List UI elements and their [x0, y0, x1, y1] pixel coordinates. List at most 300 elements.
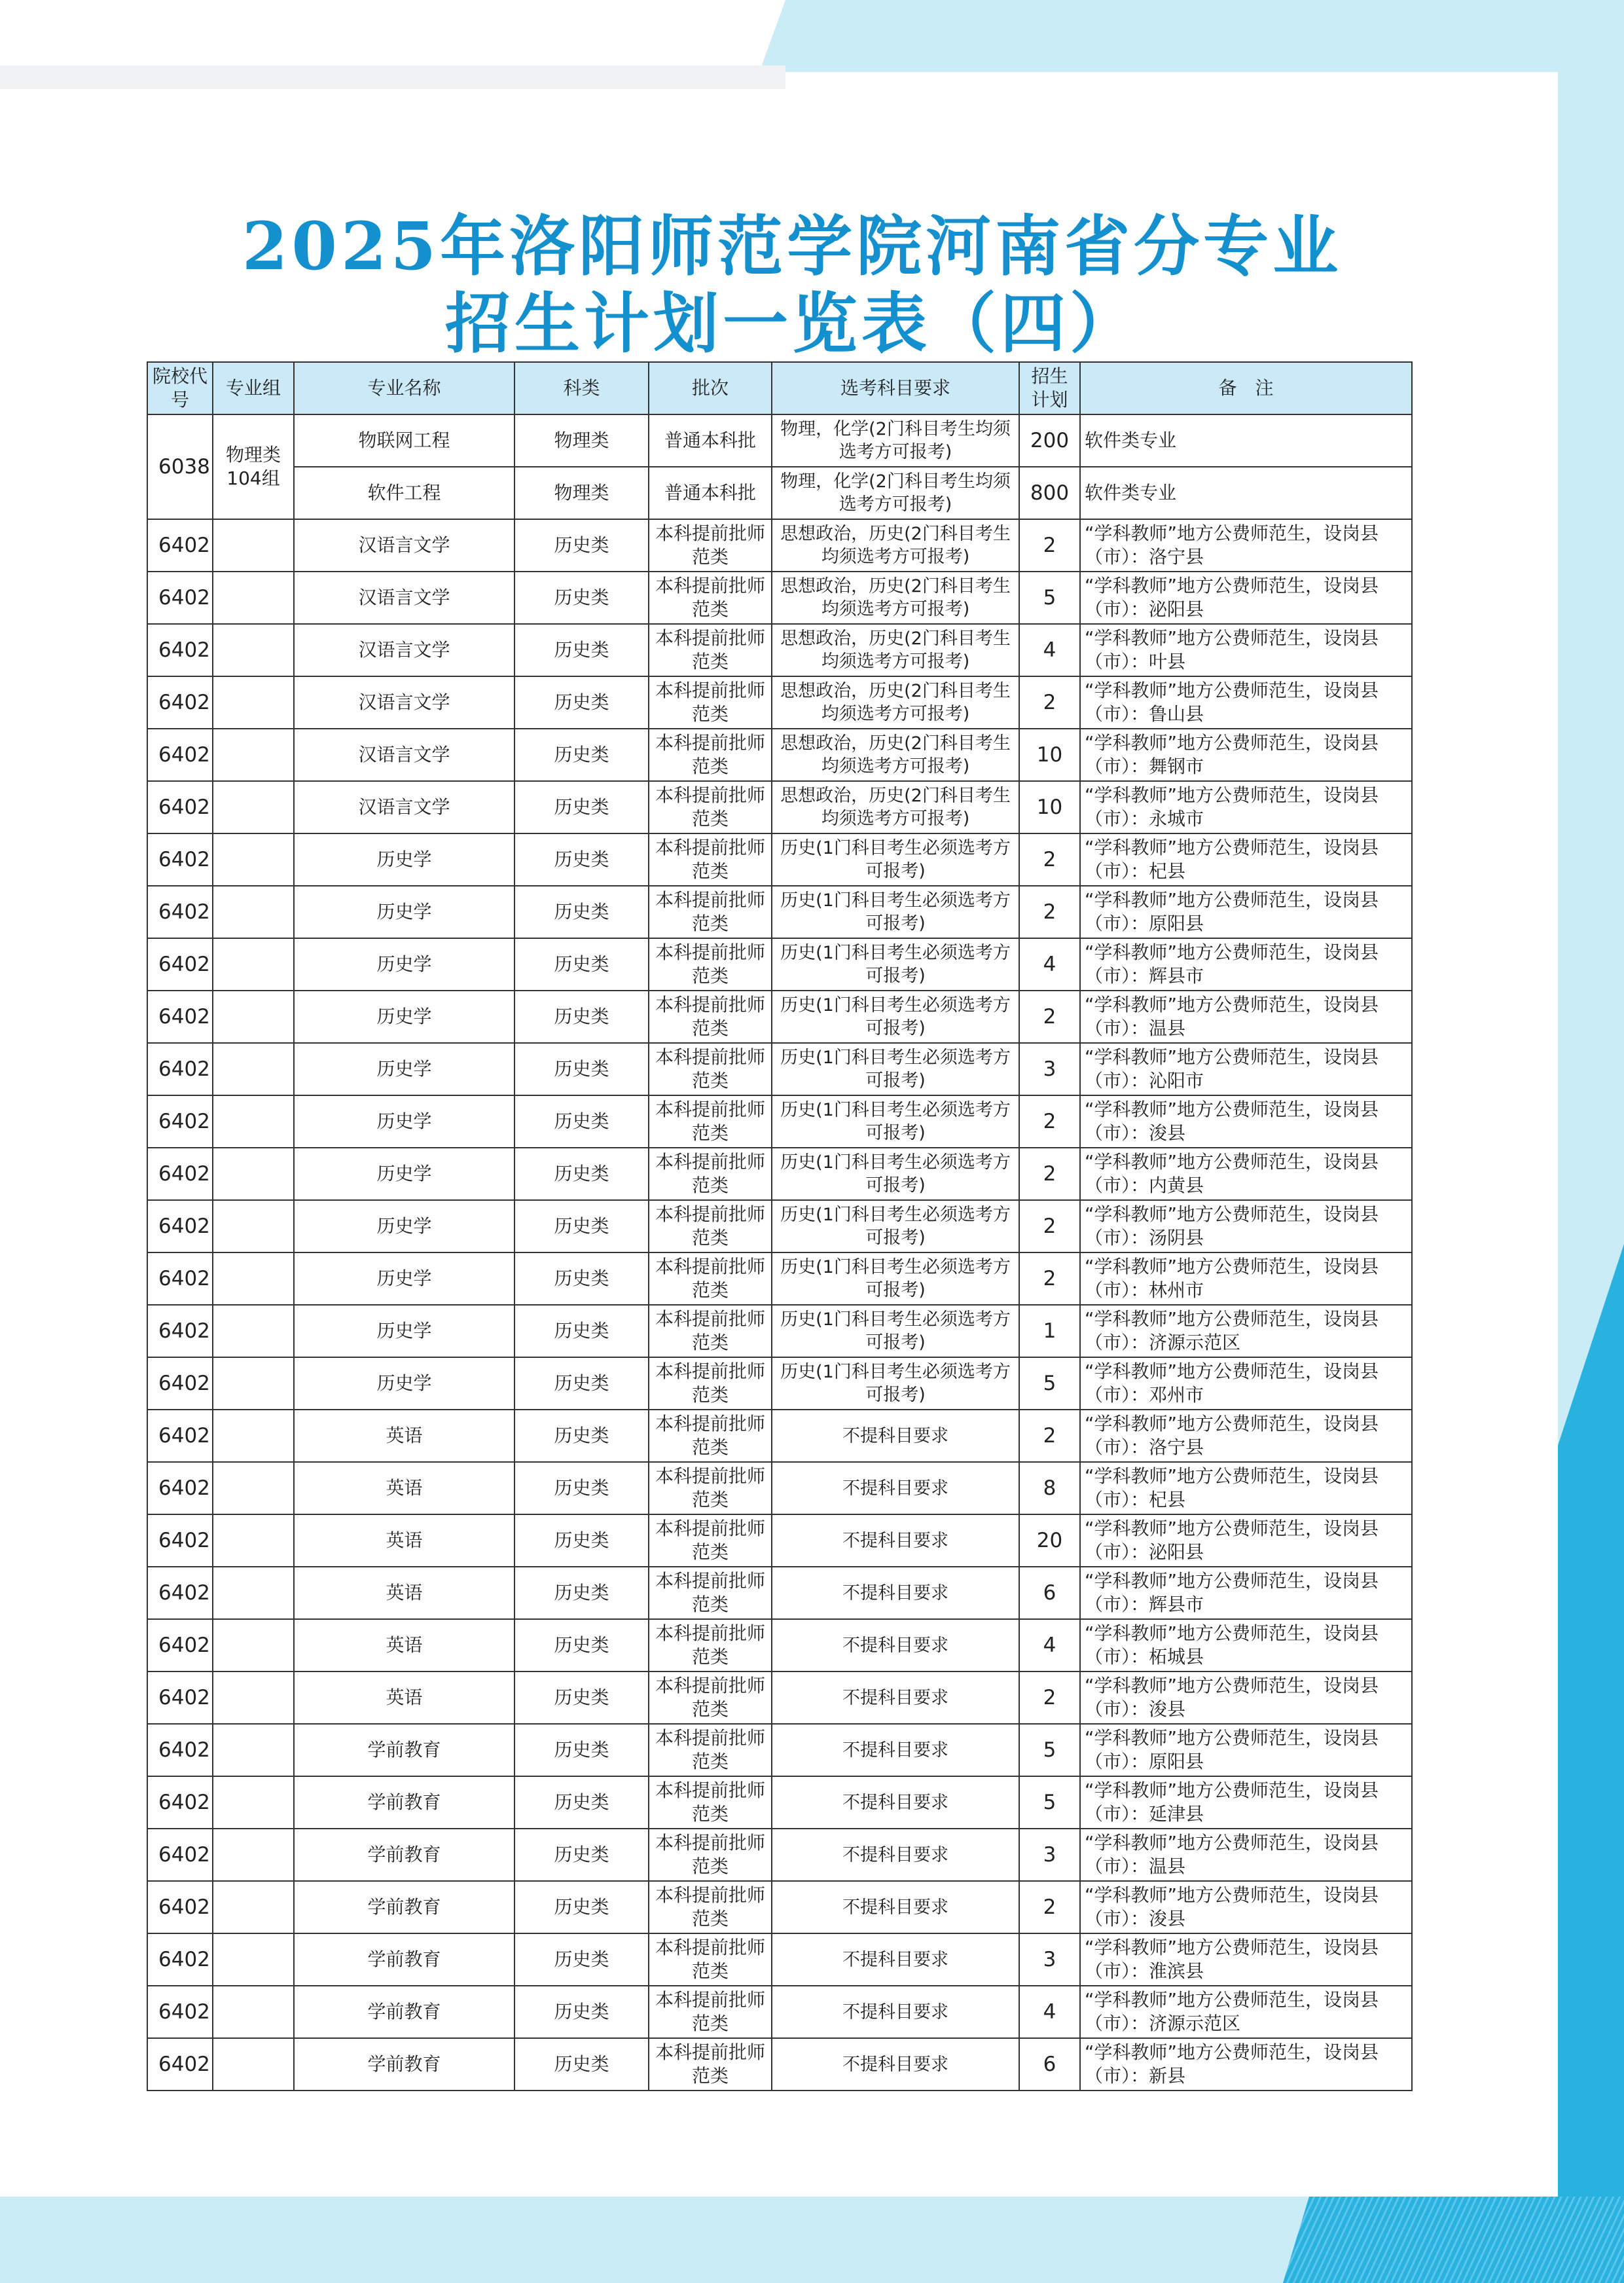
- cell-code: 6402: [147, 1043, 213, 1095]
- cell-note: “学科教师”地方公费师范生，设岗县（市）：泌阳县: [1080, 572, 1412, 624]
- cell-major: 汉语言文学: [294, 519, 514, 572]
- table-row: [147, 1357, 1412, 1410]
- table-row: [147, 519, 1412, 572]
- cell-plan: 5: [1019, 572, 1080, 624]
- cell-plan: 4: [1019, 938, 1080, 991]
- header-group: 专业组: [213, 362, 294, 414]
- table-row: [147, 729, 1412, 781]
- cell-category: 历史类: [514, 938, 649, 991]
- cell-note: “学科教师”地方公费师范生，设岗县（市）：舞钢市: [1080, 729, 1412, 781]
- cell-plan: 4: [1019, 1619, 1080, 1671]
- cell-note: “学科教师”地方公费师范生，设岗县（市）：洛宁县: [1080, 1410, 1412, 1462]
- cell-category: 历史类: [514, 1986, 649, 2038]
- cell-requirement: 不提科目要求: [772, 1986, 1019, 2038]
- cell-plan: 2: [1019, 886, 1080, 938]
- cell-major: 历史学: [294, 938, 514, 991]
- cell-major: 历史学: [294, 1148, 514, 1200]
- cell-plan: 10: [1019, 781, 1080, 833]
- cell-plan: 2: [1019, 1252, 1080, 1305]
- cell-category: 历史类: [514, 833, 649, 886]
- cell-group: [213, 991, 294, 1043]
- table-row: [147, 938, 1412, 991]
- cell-requirement: 思想政治，历史(2门科目考生均须选考方可报考): [772, 781, 1019, 833]
- cell-plan: 10: [1019, 729, 1080, 781]
- cell-note: “学科教师”地方公费师范生，设岗县（市）：泌阳县: [1080, 1514, 1412, 1567]
- cell-category: 物理类: [514, 467, 649, 519]
- cell-batch: 本科提前批师范类: [649, 1200, 772, 1252]
- table-row: [147, 2038, 1412, 2091]
- cell-major: 历史学: [294, 1357, 514, 1410]
- cell-major: 历史学: [294, 1095, 514, 1148]
- cell-major: 汉语言文学: [294, 781, 514, 833]
- cell-major: 汉语言文学: [294, 729, 514, 781]
- cell-batch: 本科提前批师范类: [649, 519, 772, 572]
- table-row: [147, 414, 1412, 467]
- cell-category: 历史类: [514, 1671, 649, 1724]
- cell-requirement: 历史(1门科目考生必须选考方可报考): [772, 938, 1019, 991]
- title-line-1: 2025年洛阳师范学院河南省分专业: [242, 208, 1343, 285]
- cell-note: “学科教师”地方公费师范生，设岗县（市）：汤阴县: [1080, 1200, 1412, 1252]
- cell-note: 软件类专业: [1080, 414, 1412, 467]
- cell-plan: 2: [1019, 1148, 1080, 1200]
- cell-category: 历史类: [514, 1252, 649, 1305]
- cell-category: 历史类: [514, 729, 649, 781]
- table-row: [147, 572, 1412, 624]
- table-row: [147, 1410, 1412, 1462]
- table-row: [147, 1095, 1412, 1148]
- table-row: [147, 1671, 1412, 1724]
- cell-requirement: 历史(1门科目考生必须选考方可报考): [772, 886, 1019, 938]
- cell-code: 6402: [147, 1252, 213, 1305]
- cell-group: [213, 938, 294, 991]
- cell-requirement: 历史(1门科目考生必须选考方可报考): [772, 1305, 1019, 1357]
- cell-group: [213, 1095, 294, 1148]
- cell-note: “学科教师”地方公费师范生，设岗县（市）：沁阳市: [1080, 1043, 1412, 1095]
- table-row: [147, 1043, 1412, 1095]
- header-decoration: [759, 0, 1624, 72]
- cell-batch: 本科提前批师范类: [649, 938, 772, 991]
- cell-batch: 本科提前批师范类: [649, 833, 772, 886]
- cell-group: [213, 1724, 294, 1776]
- cell-major: 英语: [294, 1671, 514, 1724]
- cell-major: 汉语言文学: [294, 572, 514, 624]
- cell-group: [213, 1148, 294, 1200]
- cell-major: 学前教育: [294, 1724, 514, 1776]
- cell-major: 历史学: [294, 1252, 514, 1305]
- cell-category: 历史类: [514, 991, 649, 1043]
- cell-category: 历史类: [514, 1305, 649, 1357]
- cell-code: 6402: [147, 1200, 213, 1252]
- table-row: [147, 1724, 1412, 1776]
- table-row: [147, 1776, 1412, 1829]
- cell-code: 6402: [147, 991, 213, 1043]
- cell-requirement: 不提科目要求: [772, 1619, 1019, 1671]
- cell-batch: 本科提前批师范类: [649, 1462, 772, 1514]
- cell-group: [213, 1567, 294, 1619]
- cell-batch: 本科提前批师范类: [649, 1619, 772, 1671]
- cell-category: 历史类: [514, 1043, 649, 1095]
- cell-code: 6402: [147, 1671, 213, 1724]
- cell-major: 英语: [294, 1619, 514, 1671]
- cell-batch: 本科提前批师范类: [649, 729, 772, 781]
- header-major: 专业名称: [294, 362, 514, 414]
- cell-requirement: 历史(1门科目考生必须选考方可报考): [772, 1357, 1019, 1410]
- cell-category: 历史类: [514, 1357, 649, 1410]
- cell-code: 6402: [147, 1881, 213, 1933]
- cell-group: [213, 1933, 294, 1986]
- cell-group: [213, 1252, 294, 1305]
- cell-requirement: 思想政治，历史(2门科目考生均须选考方可报考): [772, 572, 1019, 624]
- cell-code: 6038: [147, 414, 213, 519]
- cell-category: 物理类: [514, 414, 649, 467]
- cell-batch: 本科提前批师范类: [649, 1671, 772, 1724]
- cell-group: [213, 729, 294, 781]
- cell-batch: 本科提前批师范类: [649, 886, 772, 938]
- table-row: [147, 1148, 1412, 1200]
- cell-code: 6402: [147, 938, 213, 991]
- table-row: [147, 1514, 1412, 1567]
- cell-note: “学科教师”地方公费师范生，设岗县（市）：浚县: [1080, 1881, 1412, 1933]
- cell-code: 6402: [147, 1986, 213, 2038]
- cell-note: “学科教师”地方公费师范生，设岗县（市）：浚县: [1080, 1671, 1412, 1724]
- cell-requirement: 不提科目要求: [772, 1410, 1019, 1462]
- cell-group: [213, 1043, 294, 1095]
- cell-plan: 2: [1019, 991, 1080, 1043]
- cell-major: 历史学: [294, 1043, 514, 1095]
- cell-major: 历史学: [294, 886, 514, 938]
- cell-requirement: 不提科目要求: [772, 1671, 1019, 1724]
- cell-plan: 2: [1019, 1881, 1080, 1933]
- cell-plan: 2: [1019, 676, 1080, 729]
- table-row: [147, 781, 1412, 833]
- cell-code: 6402: [147, 729, 213, 781]
- cell-plan: 2: [1019, 1410, 1080, 1462]
- cell-note: “学科教师”地方公费师范生，设岗县（市）：邓州市: [1080, 1357, 1412, 1410]
- cell-requirement: 不提科目要求: [772, 1514, 1019, 1567]
- cell-code: 6402: [147, 1776, 213, 1829]
- cell-major: 学前教育: [294, 1776, 514, 1829]
- cell-major: 历史学: [294, 833, 514, 886]
- cell-batch: 本科提前批师范类: [649, 1357, 772, 1410]
- header-requirement: 选考科目要求: [772, 362, 1019, 414]
- cell-requirement: 不提科目要求: [772, 1881, 1019, 1933]
- cell-major: 软件工程: [294, 467, 514, 519]
- cell-major: 学前教育: [294, 1829, 514, 1881]
- cell-group: [213, 1829, 294, 1881]
- cell-group: [213, 781, 294, 833]
- table-row: [147, 1986, 1412, 2038]
- cell-code: 6402: [147, 1724, 213, 1776]
- cell-requirement: 不提科目要求: [772, 1724, 1019, 1776]
- cell-batch: 本科提前批师范类: [649, 1305, 772, 1357]
- cell-code: 6402: [147, 1148, 213, 1200]
- cell-plan: 5: [1019, 1357, 1080, 1410]
- cell-note: “学科教师”地方公费师范生，设岗县（市）：辉县市: [1080, 938, 1412, 991]
- table-row: [147, 1881, 1412, 1933]
- footer-accent-decoration: [1283, 2197, 1624, 2283]
- cell-note: “学科教师”地方公费师范生，设岗县（市）：内黄县: [1080, 1148, 1412, 1200]
- cell-note: “学科教师”地方公费师范生，设岗县（市）：永城市: [1080, 781, 1412, 833]
- table-row: [147, 1619, 1412, 1671]
- cell-code: 6402: [147, 1514, 213, 1567]
- cell-category: 历史类: [514, 1829, 649, 1881]
- cell-group: [213, 519, 294, 572]
- table-row: [147, 1200, 1412, 1252]
- cell-batch: 本科提前批师范类: [649, 572, 772, 624]
- cell-plan: 800: [1019, 467, 1080, 519]
- cell-plan: 2: [1019, 1200, 1080, 1252]
- cell-plan: 8: [1019, 1462, 1080, 1514]
- cell-note: “学科教师”地方公费师范生，设岗县（市）：延津县: [1080, 1776, 1412, 1829]
- cell-category: 历史类: [514, 1776, 649, 1829]
- cell-category: 历史类: [514, 1881, 649, 1933]
- cell-group: [213, 676, 294, 729]
- table-row: [147, 1462, 1412, 1514]
- cell-category: 历史类: [514, 1200, 649, 1252]
- cell-requirement: 思想政治，历史(2门科目考生均须选考方可报考): [772, 676, 1019, 729]
- table-row: [147, 676, 1412, 729]
- cell-note: “学科教师”地方公费师范生，设岗县（市）：柘城县: [1080, 1619, 1412, 1671]
- cell-major: 学前教育: [294, 1933, 514, 1986]
- cell-batch: 本科提前批师范类: [649, 1829, 772, 1881]
- cell-code: 6402: [147, 1095, 213, 1148]
- table-row: [147, 886, 1412, 938]
- cell-code: 6402: [147, 1567, 213, 1619]
- cell-group: [213, 1410, 294, 1462]
- cell-category: 历史类: [514, 1410, 649, 1462]
- cell-note: 软件类专业: [1080, 467, 1412, 519]
- cell-plan: 2: [1019, 1095, 1080, 1148]
- cell-note: “学科教师”地方公费师范生，设岗县（市）：叶县: [1080, 624, 1412, 676]
- cell-requirement: 不提科目要求: [772, 1462, 1019, 1514]
- cell-batch: 本科提前批师范类: [649, 1933, 772, 1986]
- cell-batch: 本科提前批师范类: [649, 1567, 772, 1619]
- cell-batch: 本科提前批师范类: [649, 1986, 772, 2038]
- cell-batch: 本科提前批师范类: [649, 1514, 772, 1567]
- cell-category: 历史类: [514, 624, 649, 676]
- cell-major: 学前教育: [294, 1881, 514, 1933]
- cell-group: [213, 886, 294, 938]
- cell-code: 6402: [147, 2038, 213, 2091]
- cell-plan: 2: [1019, 1671, 1080, 1724]
- cell-batch: 本科提前批师范类: [649, 624, 772, 676]
- cell-group: [213, 1776, 294, 1829]
- cell-requirement: 不提科目要求: [772, 1933, 1019, 1986]
- cell-major: 历史学: [294, 991, 514, 1043]
- cell-batch: 本科提前批师范类: [649, 991, 772, 1043]
- cell-major: 英语: [294, 1462, 514, 1514]
- cell-code: 6402: [147, 1462, 213, 1514]
- table-row: [147, 467, 1412, 519]
- cell-plan: 6: [1019, 2038, 1080, 2091]
- cell-major: 历史学: [294, 1305, 514, 1357]
- cell-category: 历史类: [514, 781, 649, 833]
- cell-plan: 200: [1019, 414, 1080, 467]
- cell-group: [213, 572, 294, 624]
- cell-requirement: 历史(1门科目考生必须选考方可报考): [772, 833, 1019, 886]
- cell-batch: 本科提前批师范类: [649, 1881, 772, 1933]
- cell-requirement: 不提科目要求: [772, 1567, 1019, 1619]
- cell-requirement: 思想政治，历史(2门科目考生均须选考方可报考): [772, 519, 1019, 572]
- cell-category: 历史类: [514, 1567, 649, 1619]
- cell-plan: 1: [1019, 1305, 1080, 1357]
- cell-group: [213, 1357, 294, 1410]
- cell-plan: 5: [1019, 1776, 1080, 1829]
- cell-batch: 本科提前批师范类: [649, 781, 772, 833]
- cell-plan: 2: [1019, 519, 1080, 572]
- cell-requirement: 历史(1门科目考生必须选考方可报考): [772, 1043, 1019, 1095]
- table-body: [147, 414, 1412, 2091]
- cell-requirement: 历史(1门科目考生必须选考方可报考): [772, 1252, 1019, 1305]
- cell-note: “学科教师”地方公费师范生，设岗县（市）：济源示范区: [1080, 1305, 1412, 1357]
- cell-note: “学科教师”地方公费师范生，设岗县（市）：原阳县: [1080, 886, 1412, 938]
- table-row: [147, 1567, 1412, 1619]
- cell-code: 6402: [147, 781, 213, 833]
- table-row: [147, 1305, 1412, 1357]
- cell-batch: 本科提前批师范类: [649, 1252, 772, 1305]
- cell-code: 6402: [147, 1305, 213, 1357]
- cell-note: “学科教师”地方公费师范生，设岗县（市）：洛宁县: [1080, 519, 1412, 572]
- cell-note: “学科教师”地方公费师范生，设岗县（市）：鲁山县: [1080, 676, 1412, 729]
- cell-note: “学科教师”地方公费师范生，设岗县（市）：林州市: [1080, 1252, 1412, 1305]
- cell-code: 6402: [147, 1619, 213, 1671]
- cell-group: 物理类104组: [213, 414, 294, 519]
- cell-batch: 本科提前批师范类: [649, 1043, 772, 1095]
- cell-requirement: 物理，化学(2门科目考生均须选考方可报考): [772, 414, 1019, 467]
- cell-batch: 普通本科批: [649, 414, 772, 467]
- table-header-row: [147, 362, 1412, 414]
- cell-code: 6402: [147, 624, 213, 676]
- cell-code: 6402: [147, 886, 213, 938]
- cell-code: 6402: [147, 519, 213, 572]
- cell-group: [213, 833, 294, 886]
- cell-plan: 20: [1019, 1514, 1080, 1567]
- header-batch: 批次: [649, 362, 772, 414]
- cell-major: 学前教育: [294, 1986, 514, 2038]
- cell-code: 6402: [147, 1410, 213, 1462]
- cell-batch: 本科提前批师范类: [649, 1410, 772, 1462]
- cell-group: [213, 1619, 294, 1671]
- cell-plan: 3: [1019, 1043, 1080, 1095]
- cell-plan: 2: [1019, 833, 1080, 886]
- cell-requirement: 历史(1门科目考生必须选考方可报考): [772, 991, 1019, 1043]
- table-row: [147, 991, 1412, 1043]
- cell-note: “学科教师”地方公费师范生，设岗县（市）：温县: [1080, 1829, 1412, 1881]
- cell-major: 学前教育: [294, 2038, 514, 2091]
- cell-code: 6402: [147, 1357, 213, 1410]
- cell-category: 历史类: [514, 1462, 649, 1514]
- header-category: 科类: [514, 362, 649, 414]
- cell-requirement: 历史(1门科目考生必须选考方可报考): [772, 1200, 1019, 1252]
- cell-category: 历史类: [514, 1514, 649, 1567]
- cell-note: “学科教师”地方公费师范生，设岗县（市）：辉县市: [1080, 1567, 1412, 1619]
- enrollment-plan-table: [147, 361, 1413, 2091]
- cell-group: [213, 1462, 294, 1514]
- cell-requirement: 不提科目要求: [772, 1776, 1019, 1829]
- table-row: [147, 1252, 1412, 1305]
- cell-group: [213, 1881, 294, 1933]
- cell-batch: 本科提前批师范类: [649, 1776, 772, 1829]
- cell-plan: 6: [1019, 1567, 1080, 1619]
- cell-requirement: 思想政治，历史(2门科目考生均须选考方可报考): [772, 729, 1019, 781]
- cell-major: 英语: [294, 1567, 514, 1619]
- cell-requirement: 思想政治，历史(2门科目考生均须选考方可报考): [772, 624, 1019, 676]
- cell-major: 物联网工程: [294, 414, 514, 467]
- cell-code: 6402: [147, 676, 213, 729]
- cell-code: 6402: [147, 572, 213, 624]
- cell-plan: 4: [1019, 1986, 1080, 2038]
- cell-batch: 本科提前批师范类: [649, 676, 772, 729]
- cell-group: [213, 624, 294, 676]
- cell-note: “学科教师”地方公费师范生，设岗县（市）：浚县: [1080, 1095, 1412, 1148]
- cell-note: “学科教师”地方公费师范生，设岗县（市）：杞县: [1080, 833, 1412, 886]
- cell-major: 英语: [294, 1410, 514, 1462]
- cell-category: 历史类: [514, 1619, 649, 1671]
- cell-batch: 本科提前批师范类: [649, 2038, 772, 2091]
- cell-group: [213, 1986, 294, 2038]
- cell-batch: 普通本科批: [649, 467, 772, 519]
- cell-group: [213, 1200, 294, 1252]
- cell-category: 历史类: [514, 519, 649, 572]
- cell-category: 历史类: [514, 1724, 649, 1776]
- cell-category: 历史类: [514, 1933, 649, 1986]
- cell-group: [213, 1671, 294, 1724]
- cell-requirement: 历史(1门科目考生必须选考方可报考): [772, 1148, 1019, 1200]
- header-plan: 招生计划: [1019, 362, 1080, 414]
- cell-plan: 3: [1019, 1829, 1080, 1881]
- cell-note: “学科教师”地方公费师范生，设岗县（市）：新县: [1080, 2038, 1412, 2091]
- cell-category: 历史类: [514, 676, 649, 729]
- cell-requirement: 历史(1门科目考生必须选考方可报考): [772, 1095, 1019, 1148]
- page-title: [0, 208, 1584, 362]
- cell-requirement: 不提科目要求: [772, 1829, 1019, 1881]
- cell-group: [213, 1305, 294, 1357]
- cell-category: 历史类: [514, 2038, 649, 2091]
- cell-batch: 本科提前批师范类: [649, 1724, 772, 1776]
- cell-code: 6402: [147, 1829, 213, 1881]
- cell-plan: 4: [1019, 624, 1080, 676]
- header-strip: [0, 65, 785, 89]
- table-row: [147, 1829, 1412, 1881]
- cell-plan: 3: [1019, 1933, 1080, 1986]
- cell-note: “学科教师”地方公费师范生，设岗县（市）：温县: [1080, 991, 1412, 1043]
- cell-major: 汉语言文学: [294, 624, 514, 676]
- cell-category: 历史类: [514, 886, 649, 938]
- cell-code: 6402: [147, 833, 213, 886]
- cell-group: [213, 1514, 294, 1567]
- cell-note: “学科教师”地方公费师范生，设岗县（市）：济源示范区: [1080, 1986, 1412, 2038]
- cell-note: “学科教师”地方公费师范生，设岗县（市）：淮滨县: [1080, 1933, 1412, 1986]
- cell-requirement: 物理，化学(2门科目考生均须选考方可报考): [772, 467, 1019, 519]
- cell-code: 6402: [147, 1933, 213, 1986]
- header-note: 备 注: [1080, 362, 1412, 414]
- header-code: 院校代号: [147, 362, 213, 414]
- cell-requirement: 不提科目要求: [772, 2038, 1019, 2091]
- title-line-2: 招生计划一览表（四）: [445, 285, 1139, 362]
- cell-category: 历史类: [514, 1148, 649, 1200]
- cell-major: 汉语言文学: [294, 676, 514, 729]
- cell-note: “学科教师”地方公费师范生，设岗县（市）：原阳县: [1080, 1724, 1412, 1776]
- table-row: [147, 624, 1412, 676]
- table-row: [147, 1933, 1412, 1986]
- cell-major: 英语: [294, 1514, 514, 1567]
- cell-batch: 本科提前批师范类: [649, 1148, 772, 1200]
- cell-major: 历史学: [294, 1200, 514, 1252]
- cell-category: 历史类: [514, 1095, 649, 1148]
- cell-note: “学科教师”地方公费师范生，设岗县（市）：杞县: [1080, 1462, 1412, 1514]
- cell-batch: 本科提前批师范类: [649, 1095, 772, 1148]
- cell-category: 历史类: [514, 572, 649, 624]
